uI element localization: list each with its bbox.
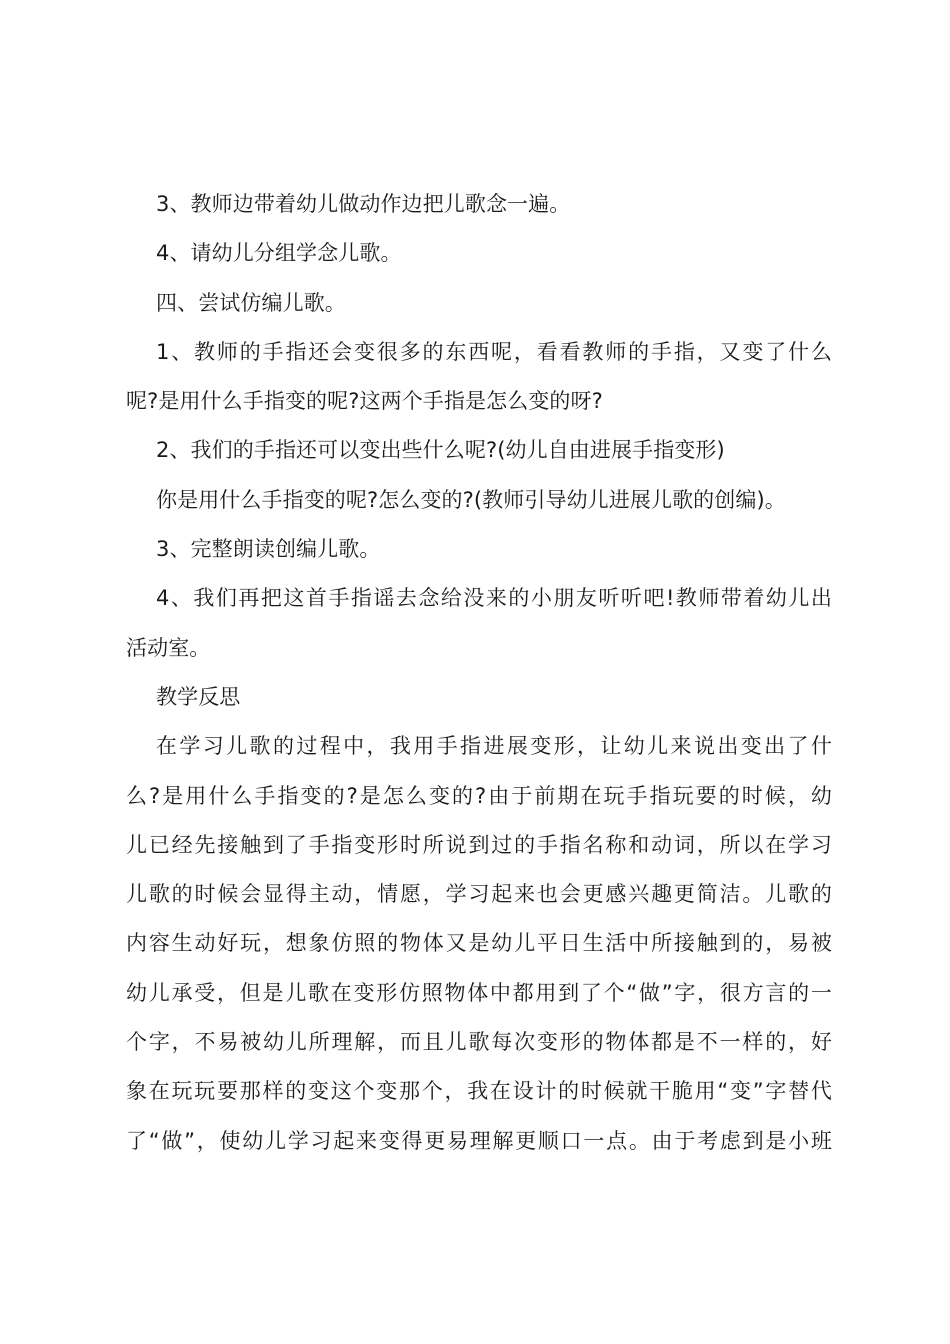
reflection-line-4: 儿歌的时候会显得主动，情愿，学习起来也会更感兴趣更简洁。儿歌的: [126, 882, 832, 907]
paragraph-step-3: 3、教师边带着幼儿做动作边把儿歌念一遍。: [156, 192, 571, 216]
paragraph-step-4: 4、请幼儿分组学念儿歌。: [156, 241, 402, 266]
reflection-line-5: 内容生动好玩，想象仿照的物体又是幼儿平日生活中所接触到的，易被: [126, 931, 832, 956]
reflection-line-9: 了“做”，使幼儿学习起来变得更易理解更顺口一点。由于考虑到是小班: [126, 1128, 832, 1153]
reflection-line-6: 幼儿承受，但是儿歌在变形仿照物体中都用到了个“做”字，很方言的一: [126, 980, 832, 1005]
reflection-line-2: 么?是用什么手指变的?是怎么变的?由于前期在玩手指玩要的时候，幼: [126, 783, 832, 808]
paragraph-imitate-1-line-1: 1、教师的手指还会变很多的东西呢，看看教师的手指，又变了什么: [156, 339, 832, 364]
paragraph-imitate-1-line-2: 呢?是用什么手指变的呢?这两个手指是怎么变的呀?: [126, 389, 603, 414]
paragraph-imitate-2-followup: 你是用什么手指变的呢?怎么变的?(教师引导幼儿进展儿歌的创编)。: [156, 487, 786, 512]
document-body: [126, 180, 832, 1166]
paragraph-imitate-4-line-1: 4、我们再把这首手指谣去念给没来的小朋友听听吧!教师带着幼儿出: [156, 586, 832, 611]
paragraph-imitate-4-line-2: 活动室。: [126, 635, 211, 660]
section-heading-reflection: 教学反思: [156, 684, 241, 709]
paragraph-imitate-2: 2、我们的手指还可以变出些什么呢?(幼儿自由进展手指变形): [156, 438, 725, 463]
reflection-line-3: 儿已经先接触到了手指变形时所说到过的手指名称和动词，所以在学习: [126, 832, 832, 857]
section-heading-imitate: 四、尝试仿编儿歌。: [156, 290, 346, 315]
reflection-line-8: 象在玩玩要那样的变这个变那个，我在设计的时候就干脆用“变”字替代: [126, 1079, 832, 1104]
reflection-line-7: 个字，不易被幼儿所理解，而且儿歌每次变形的物体都是不一样的，好: [126, 1030, 832, 1055]
reflection-line-1: 在学习儿歌的过程中，我用手指进展变形，让幼儿来说出变出了什: [156, 734, 832, 759]
paragraph-imitate-3: 3、完整朗读创编儿歌。: [156, 537, 381, 562]
